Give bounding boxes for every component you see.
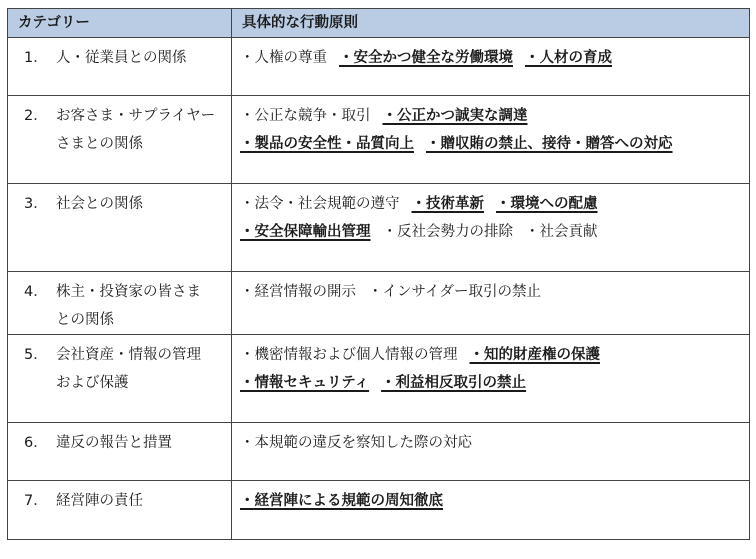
category-cell	[8, 272, 232, 335]
category-number: 5．	[24, 347, 48, 363]
principle-item-emphasized: ・公正かつ誠実な調達	[382, 108, 528, 124]
category-cell	[8, 481, 232, 540]
principle-line	[240, 487, 745, 515]
principle-item-emphasized: ・安全保障輸出管理	[240, 224, 371, 240]
principles-cell	[232, 38, 750, 96]
principle-item-emphasized: ・人材の育成	[525, 50, 612, 66]
principle-line	[240, 44, 745, 72]
category-label: 会社資産・情報の管理	[56, 347, 201, 363]
code-of-conduct-table	[7, 8, 750, 540]
category-label: 経営陣の責任	[56, 493, 143, 509]
table-row	[8, 38, 750, 96]
principle-line	[240, 190, 745, 218]
principle-item-emphasized: ・安全かつ健全な労働環境	[339, 50, 513, 66]
category-number: 3．	[24, 196, 48, 212]
principle-line	[240, 218, 745, 246]
principle-item: ・インサイダー取引の禁止	[368, 284, 541, 300]
category-cell	[8, 38, 232, 96]
principles-cell	[232, 481, 750, 540]
principles-cell	[232, 335, 750, 423]
principles-cell	[232, 423, 750, 481]
table-row	[8, 96, 750, 184]
category-line	[24, 190, 227, 218]
principle-item: ・反社会勢力の排除	[382, 224, 513, 240]
category-label: 社会との関係	[56, 196, 143, 212]
principle-line	[240, 130, 745, 158]
principle-item: ・経営情報の開示	[240, 284, 356, 300]
category-line	[24, 278, 227, 306]
category-label-continued: さまとの関係	[56, 136, 143, 152]
category-line	[24, 487, 227, 515]
principle-item-emphasized: ・利益相反取引の禁止	[381, 375, 527, 391]
category-number: 7．	[24, 493, 48, 509]
table-row	[8, 272, 750, 335]
table-header-row	[8, 9, 750, 38]
principle-item: ・社会貢献	[525, 224, 598, 240]
principle-item-emphasized: ・経営陣による規範の周知徹底	[240, 493, 443, 509]
category-line	[24, 341, 227, 369]
category-number: 6．	[24, 435, 48, 451]
table-row	[8, 184, 750, 272]
principle-item: ・人権の尊重	[240, 50, 327, 66]
table-body	[8, 38, 750, 540]
header-category: カテゴリー	[8, 9, 232, 38]
principle-item: ・法令・社会規範の遵守	[240, 196, 400, 212]
principles-cell	[232, 184, 750, 272]
principles-cell	[232, 96, 750, 184]
category-line	[24, 102, 227, 130]
category-label: お客さま・サプライヤー	[56, 108, 216, 124]
table-row	[8, 423, 750, 481]
code-of-conduct-table-wrapper	[7, 8, 750, 540]
category-line	[24, 429, 227, 457]
principle-item-emphasized: ・環境への配慮	[496, 196, 598, 212]
principle-item-emphasized: ・知的財産権の保護	[469, 347, 600, 363]
category-label: 株主・投資家の皆さま	[56, 284, 201, 300]
category-label-continued: および保護	[56, 375, 129, 391]
principle-line	[240, 341, 745, 369]
table-row	[8, 481, 750, 540]
principle-item-emphasized: ・製品の安全性・品質向上	[240, 136, 414, 152]
principle-item-emphasized: ・技術革新	[411, 196, 484, 212]
principle-item: ・機密情報および個人情報の管理	[240, 347, 458, 363]
category-cell	[8, 96, 232, 184]
principle-line	[240, 429, 745, 457]
principle-item-emphasized: ・情報セキュリティ	[240, 375, 370, 391]
principle-line	[240, 102, 745, 130]
category-label: 人・従業員との関係	[56, 50, 187, 66]
category-number: 1．	[24, 50, 48, 66]
category-cell	[8, 423, 232, 481]
principles-cell	[232, 272, 750, 335]
principle-item: ・本規範の違反を察知した際の対応	[240, 435, 472, 451]
category-cell	[8, 335, 232, 423]
principle-line	[240, 369, 745, 397]
category-label-continued: との関係	[56, 312, 114, 328]
principle-item-emphasized: ・贈収賄の禁止、接待・贈答への対応	[426, 136, 673, 152]
category-line	[24, 44, 227, 72]
category-label: 違反の報告と措置	[56, 435, 172, 451]
principle-item: ・公正な競争・取引	[240, 108, 371, 124]
category-number: 2．	[24, 108, 48, 124]
principle-line	[240, 278, 745, 306]
table-row	[8, 335, 750, 423]
header-principles: 具体的な行動原則	[232, 9, 750, 38]
category-number: 4．	[24, 284, 48, 300]
category-cell	[8, 184, 232, 272]
